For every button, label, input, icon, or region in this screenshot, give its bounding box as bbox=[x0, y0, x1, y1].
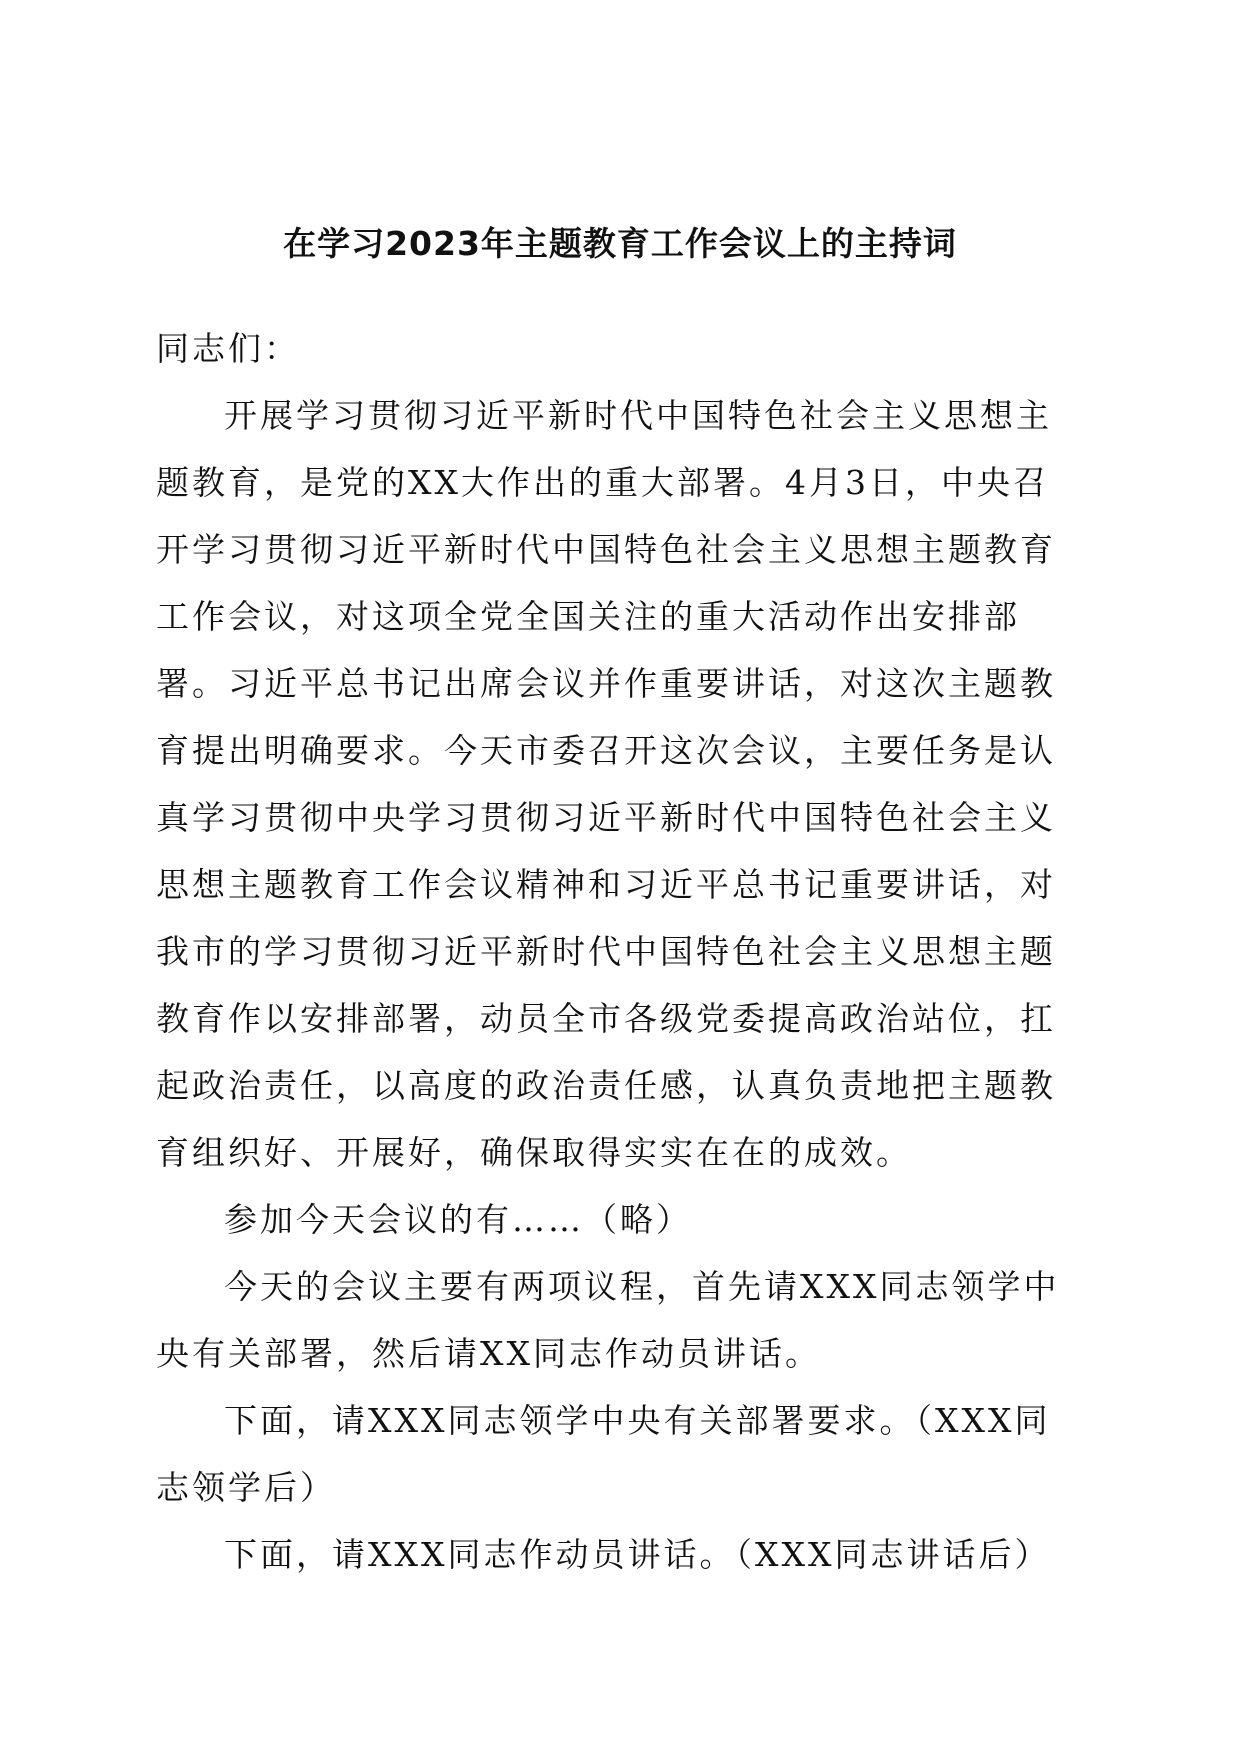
paragraph-attendees: 参加今天会议的有……（略） bbox=[224, 1200, 692, 1239]
salutation: 同志们： bbox=[156, 329, 300, 368]
document-body bbox=[156, 315, 1066, 1588]
paragraph-study-session: 下面，请XXX同志领学中央有关部署要求。（XXX同志领学后） bbox=[156, 1401, 1051, 1507]
document-title: 在学习2023年主题教育工作会议上的主持词 bbox=[283, 224, 957, 263]
paragraph-opening: 开展学习贯彻习近平新时代中国特色社会主义思想主题教育，是党的XX大作出的重大部署。4月3日，中央召开学习贯彻习近平新时代中国特色社会主义思想主题教育工作会议，对这项全党全国关注的重大活动作出安排部署。习近平总书记出席会议并作重要讲话，对这次主题教育提出明确要求。今天市委召开这次会议，主要任务是认真学习贯彻中央学习贯彻习近平新时代中国特色社会主义思想主题教育工作会议精神和习近平总书记重要讲话，对我市的学习贯彻习近平新时代中国特色社会主义思想主题教育作以安排部署，动员全市各级党委提高政治站位，扛起政治责任，以高度的政治责任感，认真负责地把主题教育组织好、开展好，确保取得实实在在的成效。 bbox=[156, 396, 1056, 1172]
paragraph-mobilization-speech: 下面，请XXX同志作动员讲话。（XXX同志讲话后） bbox=[224, 1535, 1051, 1574]
paragraph-agenda: 今天的会议主要有两项议程，首先请XXX同志领学中央有关部署，然后请XX同志作动员讲话。 bbox=[156, 1267, 1060, 1373]
